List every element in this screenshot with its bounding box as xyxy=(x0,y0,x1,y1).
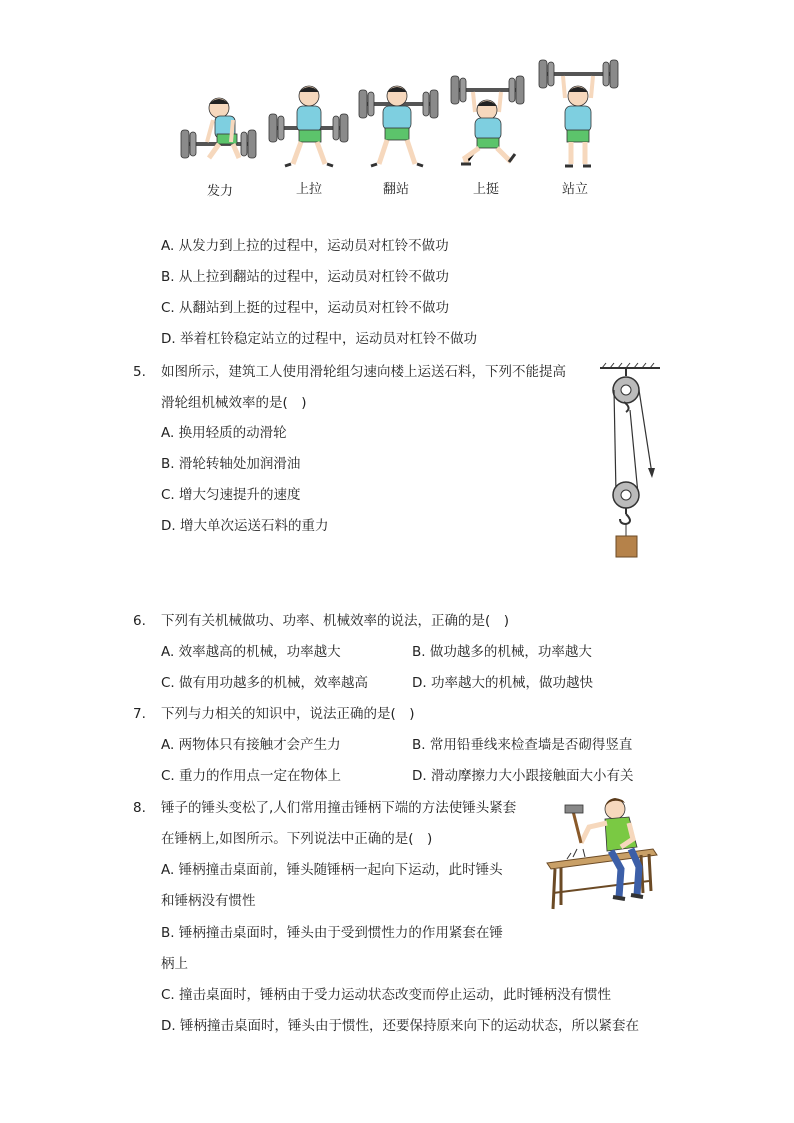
hammer-bench-figure xyxy=(545,797,660,917)
q6-option-b: B. 做功越多的机械，功率越大 xyxy=(412,644,592,660)
q6-number: 6. xyxy=(133,613,146,629)
q4-option-d: D. 举着杠铃稳定站立的过程中，运动员对杠铃不做功 xyxy=(161,331,477,347)
q6-stem: 下列有关机械做功、功率、机械效率的说法，正确的是( ) xyxy=(161,613,510,629)
q8-option-a-line1: A. 锤柄撞击桌面前，锤头随锤柄一起向下运动，此时锤头 xyxy=(161,862,503,878)
q8-stem-line1: 锤子的锤头变松了,人们常用撞击锤柄下端的方法使锤头紧套 xyxy=(161,800,517,816)
q7-option-b: B. 常用铅垂线来检查墙是否砌得竖直 xyxy=(412,737,633,753)
q8-option-d: D. 锤柄撞击桌面时，锤头由于惯性，还要保持原来向下的运动状态，所以紧套在 xyxy=(161,1018,639,1034)
stage-label-1: 发力 xyxy=(207,184,234,199)
q8-option-a-line2: 和锤柄没有惯性 xyxy=(161,893,256,909)
stage-label-5: 站立 xyxy=(562,182,589,197)
lifter-stage-3 xyxy=(359,86,438,166)
q7-stem: 下列与力相关的知识中，说法正确的是( ) xyxy=(161,706,415,722)
q4-option-a: A. 从发力到上拉的过程中，运动员对杠铃不做功 xyxy=(161,238,449,254)
q7-option-a: A. 两物体只有接触才会产生力 xyxy=(161,737,341,753)
q4-option-b: B. 从上拉到翻站的过程中，运动员对杠铃不做功 xyxy=(161,269,449,285)
q5-stem-line2: 滑轮组机械效率的是( ) xyxy=(161,395,307,411)
lifter-stage-2 xyxy=(269,86,348,166)
q8-number: 8. xyxy=(133,800,146,816)
q6-option-d: D. 功率越大的机械，做功越快 xyxy=(412,675,593,691)
weightlifting-stages-figure xyxy=(175,58,625,178)
pulley-system-figure xyxy=(596,362,666,562)
q6-option-a: A. 效率越高的机械，功率越大 xyxy=(161,644,341,660)
stage-label-4: 上挺 xyxy=(473,182,500,197)
lifter-stage-5 xyxy=(539,60,618,166)
stage-label-3: 翻站 xyxy=(383,182,410,197)
q4-option-c: C. 从翻站到上挺的过程中，运动员对杠铃不做功 xyxy=(161,300,450,316)
q5-option-b: B. 滑轮转轴处加润滑油 xyxy=(161,456,301,472)
q6-option-c: C. 做有用功越多的机械，效率越高 xyxy=(161,675,369,691)
q8-stem-line2: 在锤柄上,如图所示。下列说法中正确的是( ) xyxy=(161,831,433,847)
q7-option-d: D. 滑动摩擦力大小跟接触面大小有关 xyxy=(412,768,634,784)
q7-option-c: C. 重力的作用点一定在物体上 xyxy=(161,768,342,784)
stage-label-2: 上拉 xyxy=(296,182,323,197)
q5-option-d: D. 增大单次运送石料的重力 xyxy=(161,518,329,534)
q5-option-a: A. 换用轻质的动滑轮 xyxy=(161,425,287,441)
q5-stem-line1: 如图所示，建筑工人使用滑轮组匀速向楼上运送石料，下列不能提高 xyxy=(161,364,566,380)
q5-option-c: C. 增大匀速提升的速度 xyxy=(161,487,301,503)
q8-option-c: C. 撞击桌面时，锤柄由于受力运动状态改变而停止运动，此时锤柄没有惯性 xyxy=(161,987,612,1003)
q8-option-b-line2: 柄上 xyxy=(161,956,188,972)
q5-number: 5. xyxy=(133,364,146,380)
lifter-stage-1 xyxy=(181,98,256,158)
lifter-stage-4 xyxy=(451,76,524,164)
q7-number: 7. xyxy=(133,706,146,722)
q8-option-b-line1: B. 锤柄撞击桌面时，锤头由于受到惯性力的作用紧套在锤 xyxy=(161,925,503,941)
